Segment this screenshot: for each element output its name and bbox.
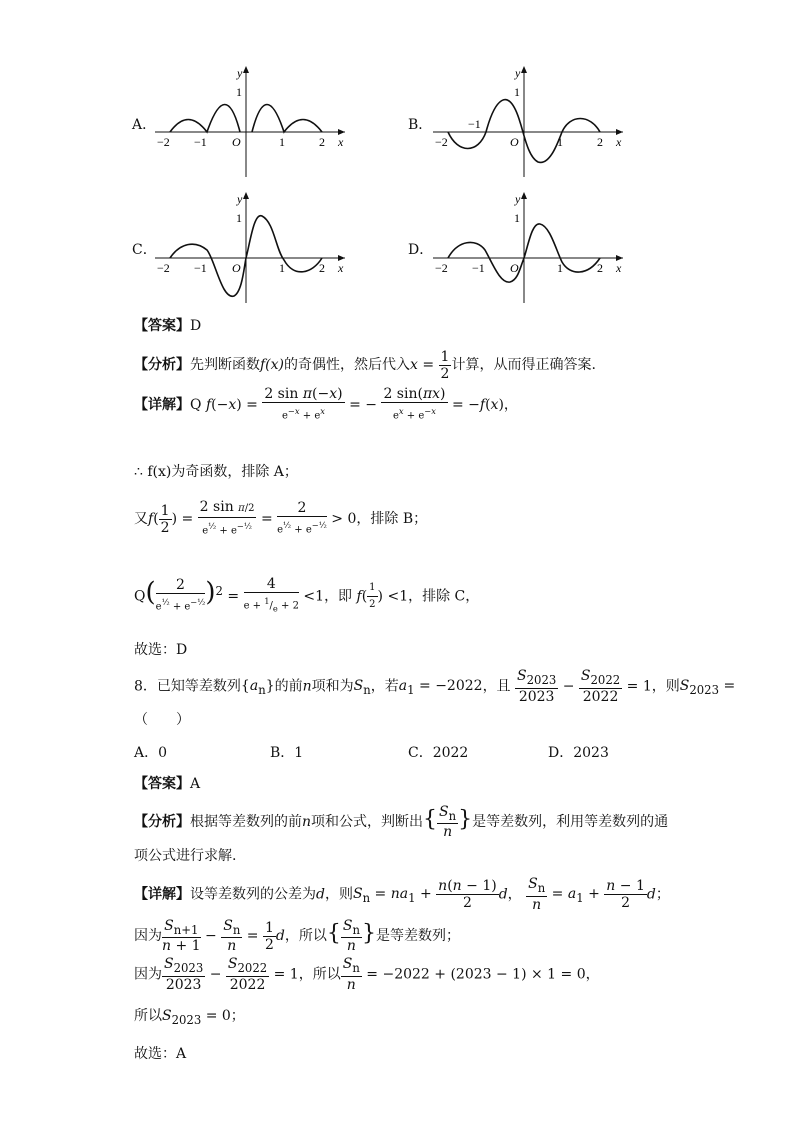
- q8-choose: 故选：A: [134, 1046, 187, 1062]
- q8-choice-b: B．1: [270, 745, 304, 761]
- tick-one: 1: [236, 211, 242, 225]
- q8-stem: 8．已知等差数列$\{a_n\}$的前n项和为$S_n$，若$a_1 = -2022$，且 $\frac{S_{2023}}{2023}$ − $\frac{S_{2022}}{2022}$ = 1，则$S_{2023}$ =: [134, 668, 736, 705]
- q8-answer: 【答案】A: [134, 776, 201, 792]
- fraction-half: $\frac{1}{2}$: [440, 348, 450, 382]
- q8-choice-c: C．2022: [408, 745, 469, 761]
- graph-c: [150, 188, 350, 308]
- detail-tag: 【详解】: [134, 397, 190, 414]
- q7-analysis: [134, 348, 596, 382]
- x-equals: x =: [410, 357, 435, 373]
- tick-minus-two: −2: [157, 261, 170, 275]
- suffix: ，即: [324, 588, 353, 605]
- y-axis-label: y: [237, 66, 243, 80]
- fraction-b1: $\frac{\text{2 sin π/2}}{e^{\frac{1}{2}} + e^{-\frac{1}{2}}}$: [199, 498, 255, 537]
- tick-minus-two: −2: [157, 135, 170, 149]
- fraction-eq2: $\frac{2 \sin(\pi x)}{e^x + e^{-x}}$: [383, 386, 446, 422]
- y-axis-label: y: [237, 192, 243, 206]
- tick-minus-two: −2: [435, 261, 448, 275]
- x-axis-label: x: [338, 261, 344, 275]
- tick-plus-two: 2: [597, 261, 603, 275]
- q7-detail-line1: 【详解】Q f(−x) = $\frac{\text{2 sin π(−x)}}{e^{-x} + e^x}$ = − $\frac{2 \sin(\pi x)}{e^x + e^{-x}}$ = −f(x)，: [134, 386, 518, 424]
- option-a-label: A．: [132, 117, 157, 133]
- option-d-label: D．: [408, 242, 434, 258]
- answer-value: D: [190, 318, 202, 334]
- tick-minus-one: −1: [194, 261, 207, 275]
- y-axis-label: y: [515, 66, 521, 80]
- tick-plus-one: 1: [279, 261, 285, 275]
- answer-tag: 【答案】: [134, 318, 190, 334]
- fraction-eq1: $\frac{\text{2 sin π(−x)}}{e^{-x} + e^x}$: [264, 386, 343, 422]
- suffix: ，排除 C，: [408, 588, 480, 605]
- origin-label: O: [510, 135, 519, 149]
- prefix: Q: [134, 588, 146, 605]
- q8-analysis: 【分析】根据等差数列的前n项和公式，判断出{ $\frac{S_n}{n}$ }是等差数列，利用等差数列的通: [134, 803, 669, 841]
- x-axis-label: x: [616, 261, 622, 275]
- tick-plus-two: 2: [319, 135, 325, 149]
- func-fx: f(x): [260, 357, 285, 373]
- q8-choice-a: A．0: [134, 745, 168, 761]
- analysis-text: 计算，从而得正确答案.: [451, 357, 596, 373]
- q7-line-b: 又f( $\frac{1}{2}$ ) = $\frac{\text{2 sin π/2}}{e^{\frac{1}{2}} + e^{-\frac{1}{2}}}$ = $\frac{2}{e^{\frac{1}{2}} + e^{-\frac{1}{2}}}$ > 0，排除 B；: [134, 496, 427, 542]
- q8-blank: （ ）: [134, 712, 190, 728]
- analysis-tag: 【分析】: [134, 357, 190, 373]
- origin-label: O: [232, 135, 241, 149]
- stem-text: 8．已知等差数列: [134, 678, 241, 695]
- tick-plus-one: 1: [557, 261, 563, 275]
- tick-minus-one: −1: [468, 117, 481, 131]
- graph-b: [428, 62, 628, 182]
- fraction-b2: $\frac{2}{e^{\frac{1}{2}} + e^{-\frac{1}{2}}}$: [277, 499, 327, 536]
- tick-minus-two: −2: [435, 135, 448, 149]
- y-axis-label: y: [515, 192, 521, 206]
- tick-one: 1: [236, 85, 242, 99]
- tick-one: 1: [514, 85, 520, 99]
- option-b-label: B．: [408, 117, 433, 133]
- x-axis-label: x: [616, 135, 622, 149]
- analysis-text: 先判断函数: [190, 357, 260, 373]
- option-c-label: C．: [132, 242, 157, 258]
- x-axis-label: x: [338, 135, 344, 149]
- punct: ，: [503, 397, 518, 414]
- origin-label: O: [232, 261, 241, 275]
- q8-detail-line3: 因为 $\frac{S_{2023}}{2023}$ − $\frac{S_{2022}}{2022}$ = 1，所以 $\frac{S_n}{n}$ = −2022 + (2023 − 1) × 1 = 0，: [134, 956, 600, 993]
- graph-a: [150, 62, 350, 182]
- fraction-c2: $\frac{4}{e + ^1/_e + 2}$: [243, 576, 299, 614]
- graph-d: [428, 188, 628, 308]
- origin-label: O: [510, 261, 519, 275]
- tick-plus-two: 2: [319, 261, 325, 275]
- tick-minus-one: −1: [472, 261, 485, 275]
- q8-detail-line4: 所以$S_{2023} = 0$；: [134, 1008, 245, 1027]
- tick-plus-two: 2: [597, 135, 603, 149]
- q7-choose: 故选：D: [134, 642, 188, 658]
- suffix: ，排除 B；: [356, 511, 428, 527]
- q7-odd-line: ∴ f(x)为奇函数，排除 A；: [134, 464, 298, 480]
- q7-line-c: Q( $\frac{2}{e^{\frac{1}{2}} + e^{-\frac{1}{2}}}$ )$^2$ = $\frac{4}{e + ^1/_e + 2}$ <1，即 f( $\frac{1}{2}$ ) <1，排除 C，: [134, 566, 479, 622]
- tick-one: 1: [514, 211, 520, 225]
- q8-detail-line1: 【详解】设等差数列的公差为d，则$S_n = na_1$ + $\frac{n(n - 1)}{2}$ d， $\frac{S_n}{n}$ = $a_1$ + $\frac{n - 1}{2}$ d；: [134, 876, 670, 913]
- q8-choice-d: D．2023: [548, 745, 609, 761]
- prefix: 又: [134, 511, 148, 527]
- tick-minus-one: −1: [194, 135, 207, 149]
- tick-plus-one: 1: [557, 135, 563, 149]
- q8-analysis-2: 项公式进行求解.: [134, 848, 237, 864]
- tick-plus-one: 1: [279, 135, 285, 149]
- q8-detail-line2: 因为 $\frac{S_{n+1}}{n + 1}$ − $\frac{S_n}{n}$ = $\frac{1}{2}$ d，所以{ $\frac{S_n}{n}$ }是等差数列；: [134, 917, 460, 955]
- q7-answer: [134, 316, 201, 336]
- analysis-text: 的奇偶性，然后代入: [284, 357, 411, 373]
